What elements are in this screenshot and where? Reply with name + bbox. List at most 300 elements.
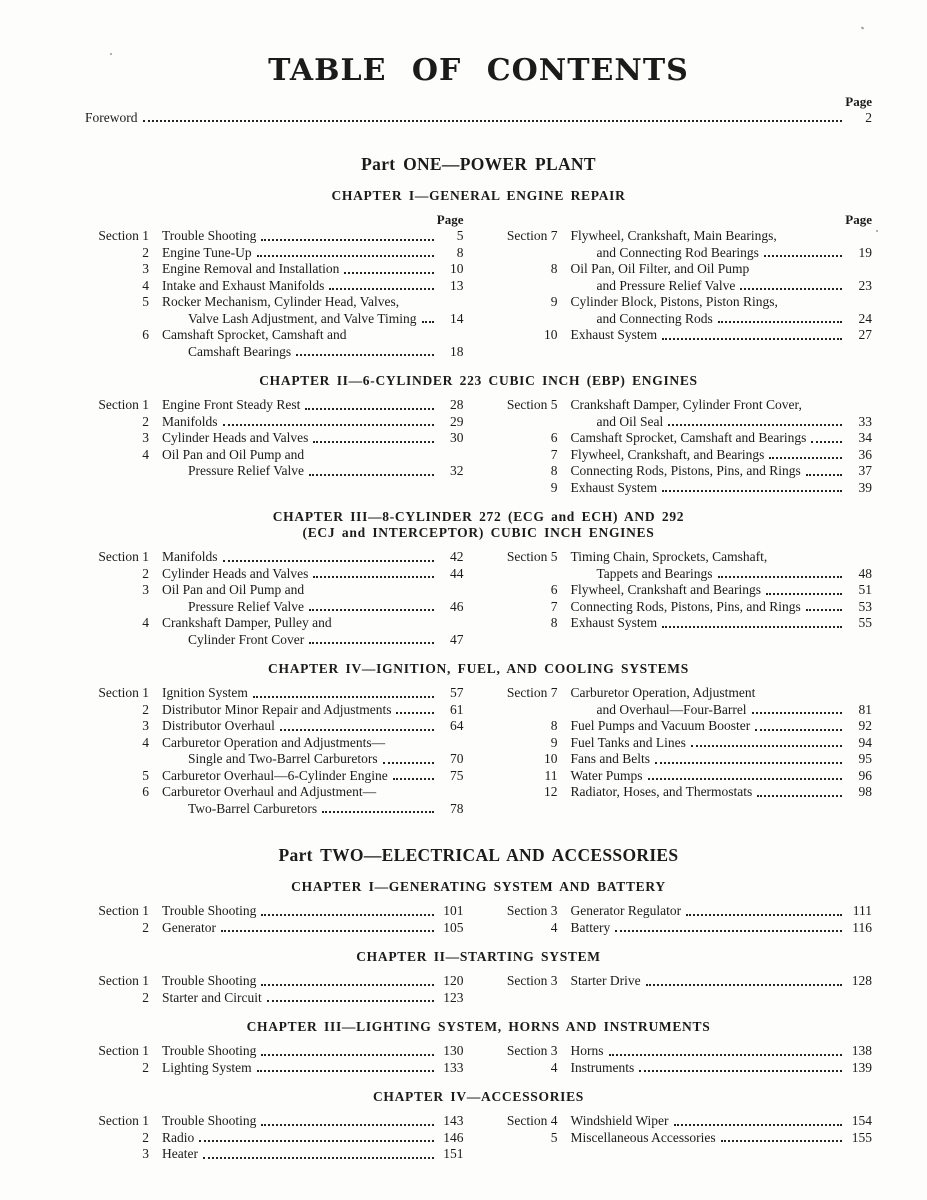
toc-entry-row (494, 718, 873, 735)
chapter-block (85, 879, 872, 936)
chapter-block (85, 1019, 872, 1076)
toc-body (85, 153, 872, 1163)
dot-leader (296, 354, 433, 356)
entry-title: Crankshaft Damper, Cylinder Front Cover, (570, 397, 802, 412)
page-number: 2 (865, 110, 872, 125)
section-label: 8 (550, 615, 558, 630)
dot-leader (313, 576, 433, 578)
entry-title: Generator (162, 919, 216, 935)
toc-entry-row (494, 397, 873, 414)
page-title: TABLE OF CONTENTS (268, 53, 689, 88)
dot-leader (261, 1054, 433, 1056)
dot-leader (766, 593, 842, 595)
section-label: 7 (550, 446, 558, 462)
dot-leader (674, 1124, 842, 1126)
toc-entry-row (85, 414, 464, 431)
entry-title: Cylinder Heads and Valves (162, 430, 309, 445)
entry-title: Manifolds (162, 413, 218, 429)
entry-title: and Pressure Relief Valve (596, 277, 736, 293)
entry-title: Crankshaft Damper, Pulley and (162, 615, 332, 630)
entry-title: Single and Two-Barrel Carburetors (188, 751, 378, 766)
left-column (85, 973, 464, 1006)
chapter-heading (85, 1089, 872, 1105)
page-number: 151 (443, 1146, 464, 1161)
entry-title: Horns (570, 1043, 604, 1058)
chapter-columns (85, 549, 872, 648)
entry-title: Camshaft Sprocket, Camshaft and (162, 327, 347, 342)
section-label: 4 (550, 1059, 558, 1075)
chapter-heading-line: CHAPTER III—LIGHTING SYSTEM, HORNS AND INSTRUMENTS (246, 1019, 711, 1034)
section-label: 10 (544, 327, 558, 342)
dot-leader (280, 729, 434, 731)
toc-entry-row (85, 615, 464, 632)
toc-entry-row (85, 447, 464, 464)
entry-title: Exhaust System (570, 327, 658, 342)
chapter-heading (85, 661, 872, 677)
section-label: 12 (544, 784, 558, 799)
toc-entry-row (494, 311, 873, 328)
toc-entry-row (85, 599, 464, 616)
dot-leader (143, 120, 843, 122)
page-number: 28 (450, 397, 464, 412)
section-label: 6 (550, 430, 558, 445)
entry-title: and Overhaul—Four-Barrel (596, 701, 747, 717)
toc-entry-row (494, 261, 873, 278)
section-label: Section 3 (506, 903, 558, 918)
toc-entry-row (85, 327, 464, 344)
dot-leader (662, 626, 842, 628)
dot-leader (199, 1140, 433, 1142)
dot-leader (691, 745, 842, 747)
right-column (494, 228, 873, 344)
left-column (85, 685, 464, 817)
entry-title: Oil Pan, Oil Filter, and Oil Pump (570, 261, 750, 276)
entry-title: Lighting System (162, 1059, 252, 1075)
entry-title: Generator Regulator (570, 903, 682, 918)
section-label: 8 (550, 261, 558, 276)
entry-title: Radiator, Hoses, and Thermostats (570, 784, 753, 799)
toc-entry-row (494, 327, 873, 344)
entry-title: Trouble Shooting (162, 228, 257, 243)
section-label: Section 5 (506, 397, 558, 412)
left-column (85, 397, 464, 480)
page-number: 33 (858, 413, 872, 429)
section-label: 3 (142, 261, 149, 276)
section-label: 8 (550, 463, 558, 478)
chapter-block (85, 1089, 872, 1163)
dot-leader (223, 424, 434, 426)
chapter-heading-line: (ECJ and INTERCEPTOR) CUBIC INCH ENGINES (302, 525, 655, 540)
toc-entry-row (494, 920, 873, 937)
page-number: 46 (450, 598, 464, 614)
dot-leader (309, 609, 434, 611)
dot-leader (383, 762, 434, 764)
page-number: 138 (851, 1043, 872, 1058)
page-number: 146 (443, 1129, 464, 1145)
dot-leader (309, 474, 434, 476)
toc-entry-row (85, 344, 464, 361)
page-number: 27 (858, 327, 872, 342)
page-column-header-right: Page (845, 212, 872, 227)
foreword-label: Foreword (85, 110, 138, 125)
chapter-block (85, 188, 872, 360)
dot-leader (806, 609, 842, 611)
section-label: Section 5 (506, 549, 558, 564)
left-column (85, 1113, 464, 1163)
chapter-heading-line: CHAPTER IV—ACCESSORIES (372, 1089, 585, 1104)
dot-leader (718, 321, 842, 323)
section-label: 9 (550, 294, 558, 309)
section-label: 2 (142, 565, 149, 581)
page-number: 64 (450, 718, 464, 733)
entry-title: Starter Drive (570, 973, 641, 988)
section-label: Section 1 (98, 228, 149, 243)
section-label: 3 (142, 582, 149, 597)
toc-entry-row (85, 566, 464, 583)
right-column (494, 1113, 873, 1146)
section-label: Section 7 (506, 685, 558, 700)
page-number: 81 (858, 701, 872, 717)
section-label: 5 (142, 294, 149, 309)
page-header-row (85, 212, 872, 227)
toc-entry-row (494, 278, 873, 295)
toc-entry-row (494, 480, 873, 497)
section-label: Section 1 (98, 549, 149, 564)
dot-leader (769, 457, 842, 459)
section-label: 3 (142, 1146, 149, 1161)
page-number: 116 (852, 919, 872, 935)
toc-entry-row (494, 973, 873, 990)
entry-title: Two-Barrel Carburetors (188, 800, 318, 816)
entry-title: Timing Chain, Sprockets, Camshaft, (570, 549, 768, 564)
section-label: 8 (550, 718, 558, 733)
dot-leader (806, 474, 842, 476)
page-number: 98 (858, 784, 872, 799)
dot-leader (740, 288, 842, 290)
entry-title: Valve Lash Adjustment, and Valve Timing (188, 310, 417, 326)
entry-title: Cylinder Front Cover (188, 631, 305, 647)
part-heading: Part TWO—ELECTRICAL AND ACCESSORIES (278, 845, 679, 865)
dot-leader (261, 1124, 433, 1126)
entry-title: Heater (162, 1146, 198, 1161)
section-label: 7 (550, 598, 558, 614)
entry-title: Trouble Shooting (162, 903, 257, 918)
entry-title: Fuel Tanks and Lines (570, 734, 686, 750)
section-label: Section 7 (506, 228, 558, 243)
dot-leader (309, 642, 433, 644)
toc-entry-row (85, 261, 464, 278)
section-label: Section 1 (98, 973, 149, 988)
right-column (494, 1043, 873, 1076)
chapter-heading (85, 188, 872, 204)
toc-entry-row (85, 718, 464, 735)
entry-title: Engine Front Steady Rest (162, 397, 301, 412)
entry-title: Oil Pan and Oil Pump and (162, 446, 305, 462)
toc-entry-row (85, 920, 464, 937)
dot-leader (757, 795, 842, 797)
entry-title: Exhaust System (570, 479, 658, 495)
page-number: 92 (858, 718, 872, 733)
toc-entry-row (494, 599, 873, 616)
section-label: 2 (142, 1129, 149, 1145)
left-column (85, 228, 464, 360)
dot-leader (655, 762, 842, 764)
toc-entry-row (494, 549, 873, 566)
section-label: 5 (550, 1129, 558, 1145)
entry-title: Fans and Belts (570, 751, 650, 766)
page-number: 42 (450, 549, 464, 564)
left-column (85, 903, 464, 936)
toc-entry-row (494, 751, 873, 768)
toc-entry-row (85, 245, 464, 262)
page-number: 57 (450, 685, 464, 700)
dot-leader (686, 914, 842, 916)
entry-title: Camshaft Bearings (188, 343, 292, 359)
dot-leader (668, 424, 842, 426)
dot-leader (811, 441, 842, 443)
toc-entry-row (494, 903, 873, 920)
dot-leader (396, 712, 433, 714)
section-label: Section 1 (98, 397, 149, 412)
section-label: 9 (550, 479, 558, 495)
toc-entry-row (85, 973, 464, 990)
dot-leader (755, 729, 842, 731)
section-label: 4 (142, 734, 149, 750)
scan-speck (110, 53, 112, 55)
dot-leader (422, 321, 434, 323)
toc-entry-row (85, 1130, 464, 1147)
entry-title: Trouble Shooting (162, 1113, 257, 1128)
toc-entry-row (85, 751, 464, 768)
dot-leader (253, 696, 434, 698)
foreword-row (85, 109, 872, 126)
toc-entry-row (494, 414, 873, 431)
section-label: 2 (142, 701, 149, 717)
toc-entry-row (494, 768, 873, 785)
dot-leader (221, 930, 434, 932)
toc-entry-row (85, 990, 464, 1007)
page-column-header-top: Page (845, 94, 872, 109)
left-column (85, 1043, 464, 1076)
dot-leader (344, 272, 433, 274)
entry-title: Carburetor Overhaul—6-Cylinder Engine (162, 767, 388, 783)
page-number: 120 (443, 973, 464, 988)
toc-entry-row (494, 447, 873, 464)
toc-entry-row (494, 784, 873, 801)
toc-entry-row (85, 397, 464, 414)
page-number: 34 (858, 430, 872, 445)
dot-leader (257, 1070, 434, 1072)
section-label: Section 3 (506, 973, 558, 988)
page-number: 44 (450, 565, 464, 581)
toc-entry-row (85, 1113, 464, 1130)
toc-entry-row (494, 1043, 873, 1060)
page-number: 95 (858, 751, 872, 766)
toc-entry-row (494, 245, 873, 262)
chapter-heading-line: CHAPTER I—GENERATING SYSTEM AND BATTERY (291, 879, 666, 894)
page-number: 51 (858, 582, 872, 597)
page-number: 70 (450, 751, 464, 766)
section-label: Section 1 (98, 903, 149, 918)
entry-title: Flywheel, Crankshaft, and Bearings (570, 446, 765, 462)
page-number: 23 (858, 277, 872, 293)
entry-title: Battery (570, 919, 611, 935)
section-label: 6 (550, 582, 558, 597)
toc-entry-row (494, 1130, 873, 1147)
page-number: 10 (450, 261, 464, 276)
page-number: 53 (858, 598, 872, 614)
section-label: 5 (142, 767, 149, 783)
entry-title: Carburetor Operation and Adjustments— (162, 734, 386, 750)
section-label: 2 (142, 989, 149, 1005)
page-number: 39 (858, 479, 872, 495)
toc-entry-row (85, 632, 464, 649)
entry-title: Rocker Mechanism, Cylinder Head, Valves, (162, 294, 400, 309)
right-column (494, 685, 873, 801)
chapter-heading (85, 879, 872, 895)
toc-entry-row (494, 430, 873, 447)
entry-title: Engine Removal and Installation (162, 261, 340, 276)
entry-title: Trouble Shooting (162, 1043, 257, 1058)
section-label: 9 (550, 734, 558, 750)
dot-leader (313, 441, 433, 443)
toc-entry-row (85, 685, 464, 702)
toc-entry-row (85, 294, 464, 311)
entry-title: Cylinder Block, Pistons, Piston Rings, (570, 294, 778, 309)
section-label: 4 (142, 446, 149, 462)
chapter-heading-line: CHAPTER II—STARTING SYSTEM (356, 949, 601, 964)
entry-title: and Oil Seal (596, 413, 664, 429)
entry-title: Starter and Circuit (162, 989, 262, 1005)
entry-title: Camshaft Sprocket, Camshaft and Bearings (570, 430, 807, 445)
chapter-block (85, 509, 872, 648)
right-column (494, 397, 873, 496)
toc-entry-row (85, 463, 464, 480)
section-label: 4 (142, 277, 149, 293)
toc-entry-row (494, 566, 873, 583)
chapter-columns (85, 1043, 872, 1076)
section-label: 4 (550, 919, 558, 935)
toc-entry-row (494, 1113, 873, 1130)
page-number: 24 (858, 310, 872, 326)
dot-leader (322, 811, 433, 813)
entry-title: Carburetor Overhaul and Adjustment— (162, 784, 377, 799)
chapter-columns (85, 685, 872, 817)
dot-leader (721, 1140, 842, 1142)
scan-speck (876, 230, 878, 232)
page-number: 36 (858, 446, 872, 462)
toc-entry-row (85, 903, 464, 920)
dot-leader (662, 338, 842, 340)
page-number: 101 (443, 903, 464, 918)
page-number: 29 (450, 413, 464, 429)
dot-leader (646, 984, 842, 986)
dot-leader (639, 1070, 842, 1072)
toc-entry-row (85, 784, 464, 801)
section-label: Section 1 (98, 685, 149, 700)
entry-title: Intake and Exhaust Manifolds (162, 277, 325, 293)
chapter-heading (85, 1019, 872, 1035)
toc-entry-row (85, 702, 464, 719)
page-number: 133 (443, 1059, 464, 1075)
toc-entry-row (85, 430, 464, 447)
toc-entry-row (494, 228, 873, 245)
section-label: 4 (142, 615, 149, 630)
right-column (494, 903, 873, 936)
chapter-block (85, 373, 872, 496)
chapter-heading (85, 509, 872, 541)
section-label: 2 (142, 413, 149, 429)
entry-title: Distributor Minor Repair and Adjustments (162, 701, 392, 717)
dot-leader (305, 408, 433, 410)
toc-entry-row (494, 702, 873, 719)
entry-title: and Connecting Rods (596, 310, 713, 326)
dot-leader (393, 778, 434, 780)
toc-entry-row (85, 582, 464, 599)
page-number: 14 (450, 310, 464, 326)
page-number: 61 (450, 701, 464, 717)
entry-title: Distributor Overhaul (162, 718, 275, 733)
dot-leader (261, 984, 433, 986)
left-column (85, 549, 464, 648)
section-label: 2 (142, 244, 149, 260)
page-number: 32 (450, 463, 464, 478)
section-label: 6 (142, 784, 149, 799)
dot-leader (615, 930, 842, 932)
toc-entry-row (85, 228, 464, 245)
toc-entry-row (494, 582, 873, 599)
dot-leader (609, 1054, 843, 1056)
dot-leader (752, 712, 842, 714)
page-number: 139 (851, 1059, 872, 1075)
section-label: 2 (142, 919, 149, 935)
toc-entry-row (85, 1060, 464, 1077)
entry-title: Pressure Relief Valve (188, 598, 304, 614)
chapter-heading-line: CHAPTER II—6-CYLINDER 223 CUBIC INCH (EBP) ENGINES (259, 373, 698, 388)
page-number: 143 (443, 1113, 464, 1128)
entry-title: Pressure Relief Valve (188, 463, 304, 478)
page-number: 8 (456, 244, 464, 260)
entry-title: Flywheel, Crankshaft and Bearings (570, 582, 761, 597)
toc-entry-row (85, 549, 464, 566)
chapter-heading-line: CHAPTER III—8-CYLINDER 272 (ECG and ECH) AND 292 (272, 509, 685, 524)
page-number: 48 (858, 565, 872, 581)
chapter-columns (85, 397, 872, 496)
entry-title: Instruments (570, 1059, 635, 1075)
toc-entry-row (494, 615, 873, 632)
dot-leader (223, 560, 434, 562)
toc-entry-row (494, 735, 873, 752)
page-number: 128 (851, 973, 872, 988)
page-number: 5 (456, 228, 464, 243)
entry-title: Manifolds (162, 549, 218, 564)
chapter-heading (85, 949, 872, 965)
page-number: 13 (450, 277, 464, 293)
page-number: 123 (443, 989, 464, 1005)
page-number: 37 (858, 463, 872, 478)
chapter-block (85, 661, 872, 817)
entry-title: Ignition System (162, 685, 248, 700)
page-number: 78 (450, 800, 464, 816)
dot-leader (648, 778, 842, 780)
entry-title: and Connecting Rod Bearings (596, 244, 759, 260)
entry-title: Exhaust System (570, 615, 658, 630)
entry-title: Carburetor Operation, Adjustment (570, 685, 756, 700)
page-number: 47 (450, 631, 464, 647)
entry-title: Radio (162, 1129, 195, 1145)
section-label: 3 (142, 718, 149, 733)
dot-leader (203, 1157, 434, 1159)
